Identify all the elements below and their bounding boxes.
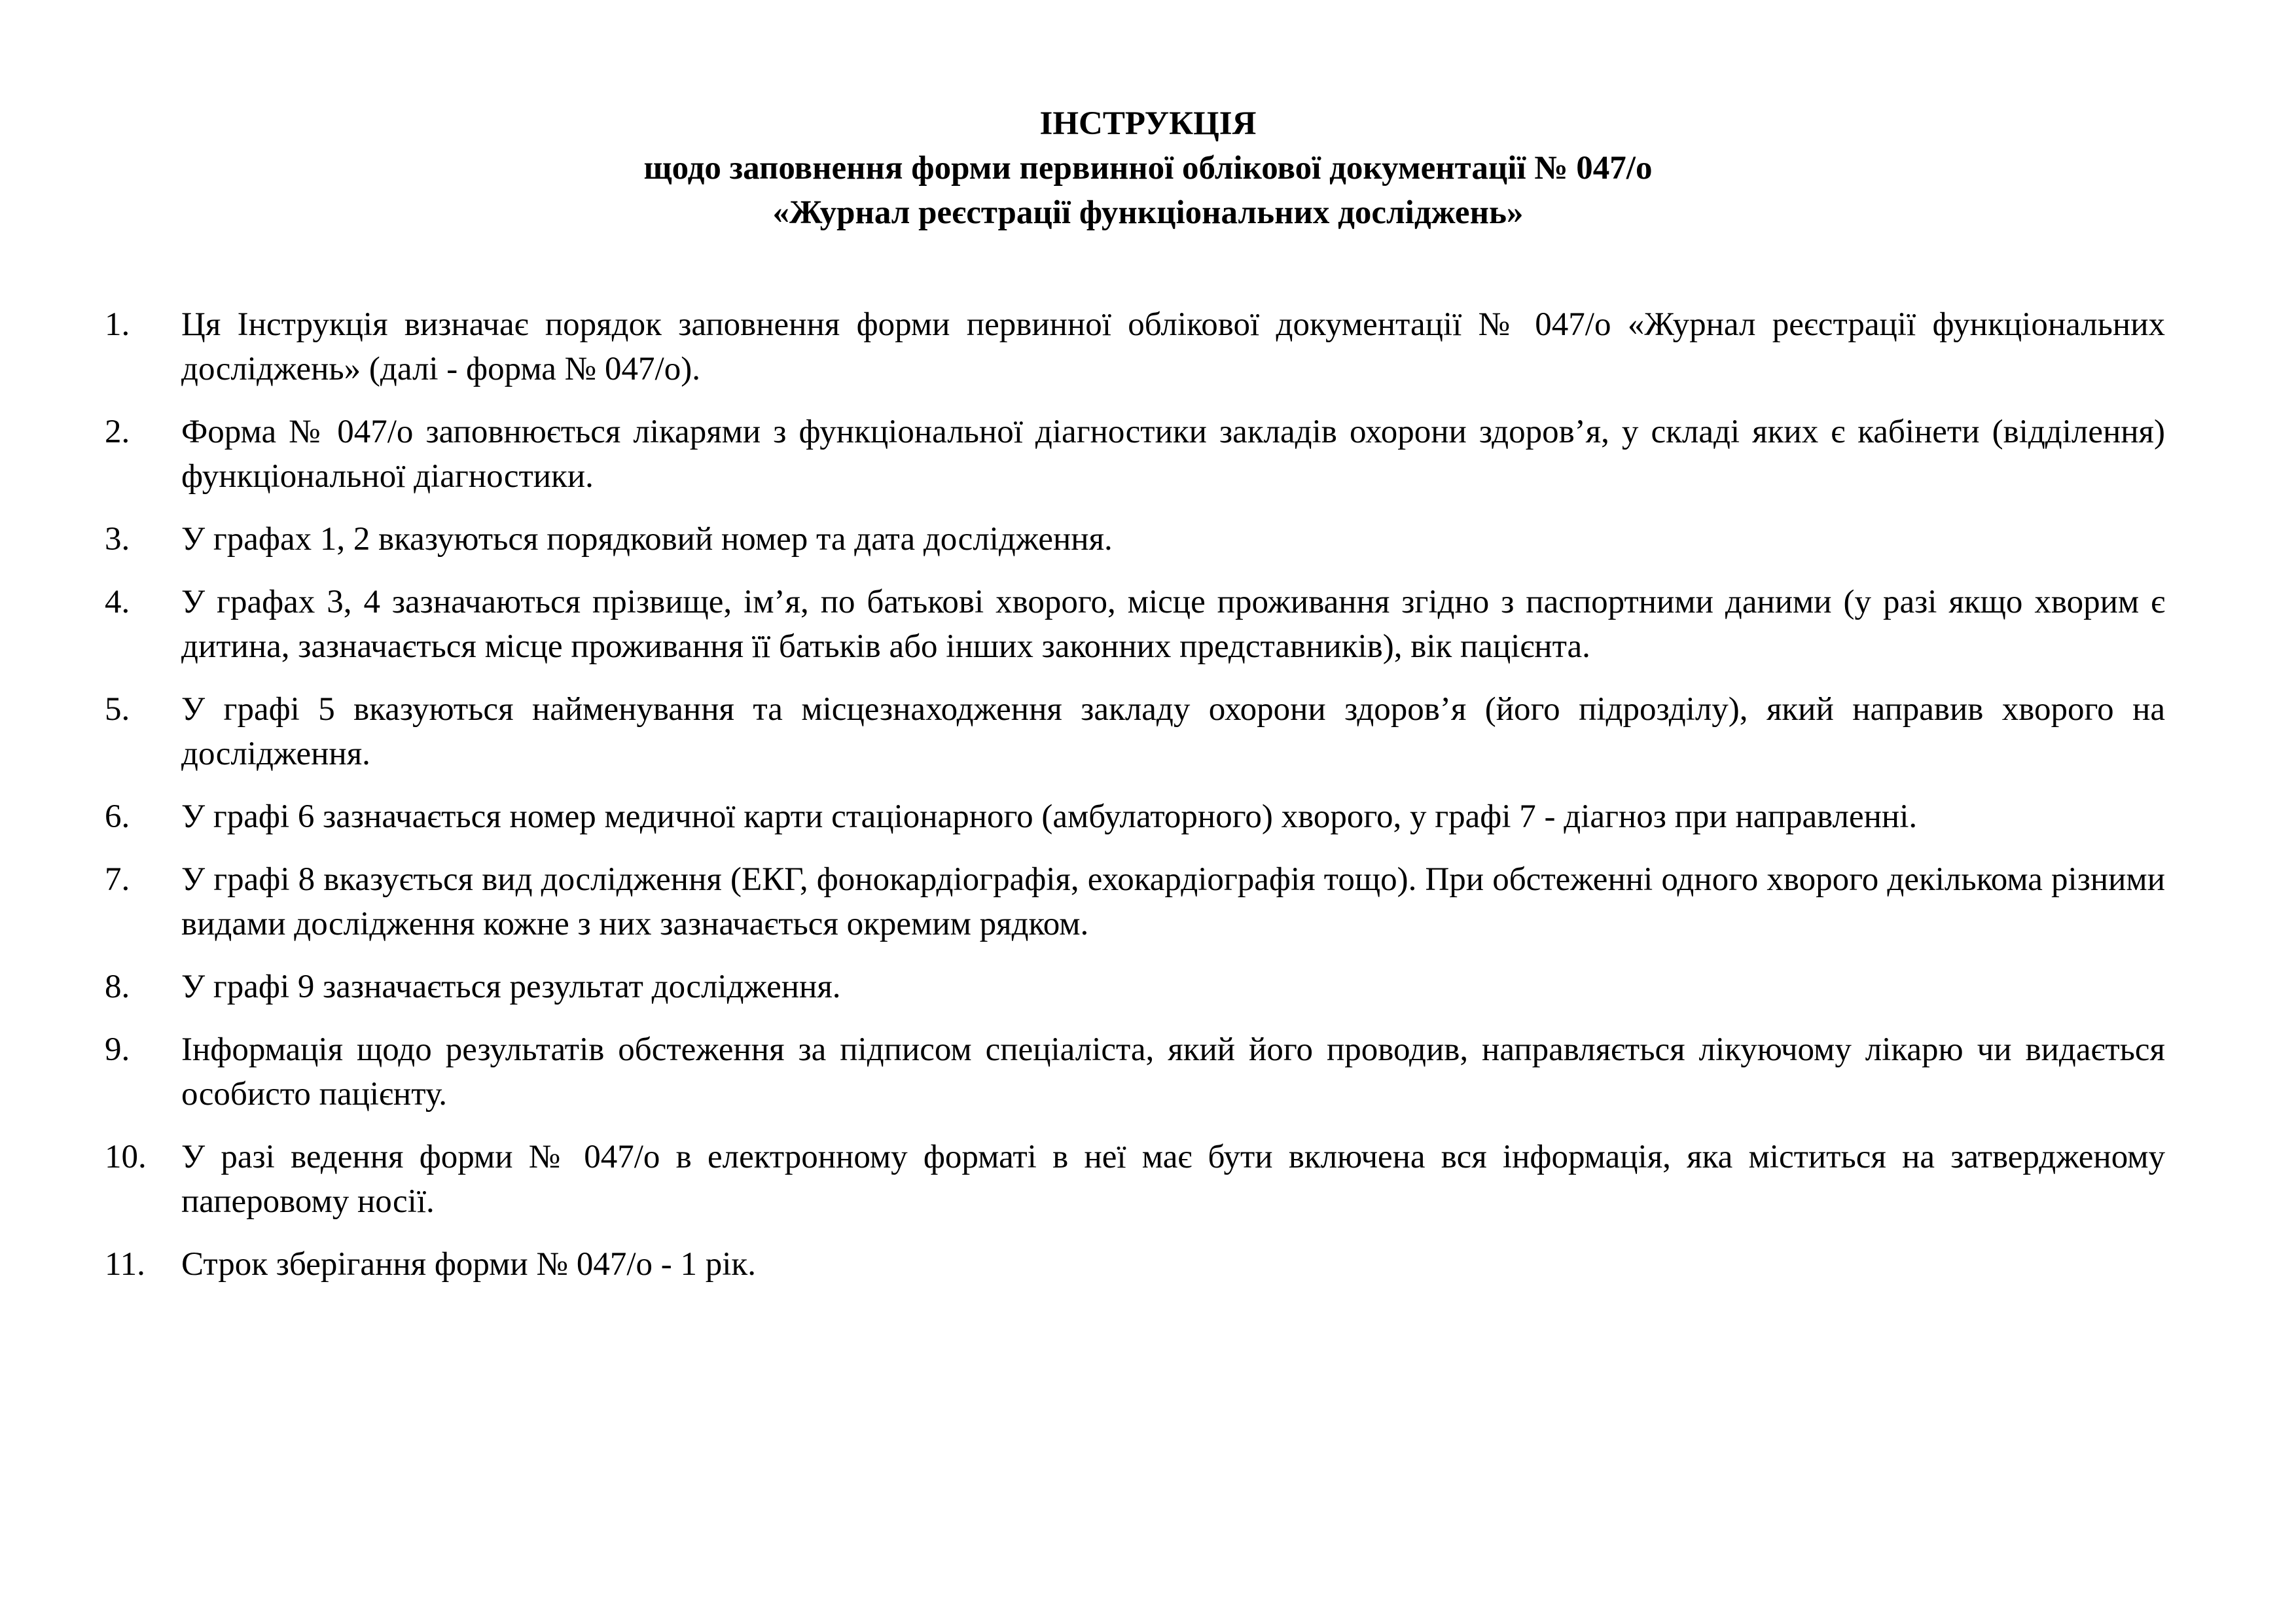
document-header (118, 101, 2178, 235)
list-item (105, 517, 2165, 562)
list-item (105, 580, 2165, 669)
list-item (105, 1135, 2165, 1224)
list-item (105, 1027, 2165, 1116)
item-text: Інформація щодо результатів обстеження за підписом спеціаліста, який його проводив, направляється лікуючому лікарю чи видається особисто пацієнту. (181, 1031, 2165, 1113)
item-text: Ця Інструкція визначає порядок заповнення форми первинної облікової документації № 047/о «Журнал реєстрації функціональних досліджень» (далі - форма № 047/о). (181, 306, 2165, 387)
document-subtitle-line-1: щодо заповнення форми первинної облікової документації № 047/о (643, 150, 1653, 187)
list-item (105, 857, 2165, 946)
item-number: 6. (105, 798, 130, 835)
list-item (105, 794, 2165, 839)
item-text: Форма № 047/о заповнюється лікарями з функціональної діагностики закладів охорони здоров’я, у складі яких є кабінети (відділення) функціональної діагностики. (181, 414, 2165, 495)
document-title: ІНСТРУКЦІЯ (1039, 105, 1257, 142)
item-text: У графах 3, 4 зазначаються прізвище, ім’я, по батькові хворого, місце проживання згідно з паспортними даними (у разі якщо хворим є дитина, зазначається місце проживання її батьків або інших законних представників), вік пацієнта. (181, 584, 2165, 665)
item-text: У графах 1, 2 вказуються порядковий номер та дата дослідження. (181, 521, 1113, 558)
item-text: У графі 8 вказується вид дослідження (ЕКГ, фонокардіографія, ехокардіографія тощо). При обстеженні одного хворого декількома різними видами дослідження кожне з них зазначається окремим рядком. (181, 861, 2165, 942)
list-item (105, 965, 2165, 1009)
item-number: 10. (105, 1139, 147, 1175)
item-number: 11. (105, 1246, 145, 1283)
item-number: 9. (105, 1031, 130, 1068)
item-text: Строк зберігання форми № 047/о - 1 рік. (181, 1246, 756, 1283)
item-number: 1. (105, 306, 130, 343)
instruction-list (105, 302, 2165, 1305)
item-number: 8. (105, 969, 130, 1005)
item-text: У графі 5 вказуються найменування та місцезнаходження закладу охорони здоров’я (його підрозділу), який направив хворого на дослідження. (181, 691, 2165, 772)
list-item (105, 410, 2165, 499)
item-number: 7. (105, 861, 130, 898)
document-subtitle-line-2: «Журнал реєстрації функціональних досліджень» (772, 194, 1524, 231)
item-number: 5. (105, 691, 130, 728)
list-item (105, 1242, 2165, 1287)
item-text: У разі ведення форми № 047/о в електронному форматі в неї має бути включена вся інформація, яка міститься на затвердженому паперовому носії. (181, 1139, 2165, 1220)
list-item (105, 302, 2165, 391)
item-text: У графі 9 зазначається результат дослідження. (181, 969, 841, 1005)
item-number: 3. (105, 521, 130, 558)
item-text: У графі 6 зазначається номер медичної карти стаціонарного (амбулаторного) хворого, у графі 7 - діагноз при направленні. (181, 798, 1918, 835)
list-item (105, 687, 2165, 776)
item-number: 2. (105, 414, 130, 450)
item-number: 4. (105, 584, 130, 620)
